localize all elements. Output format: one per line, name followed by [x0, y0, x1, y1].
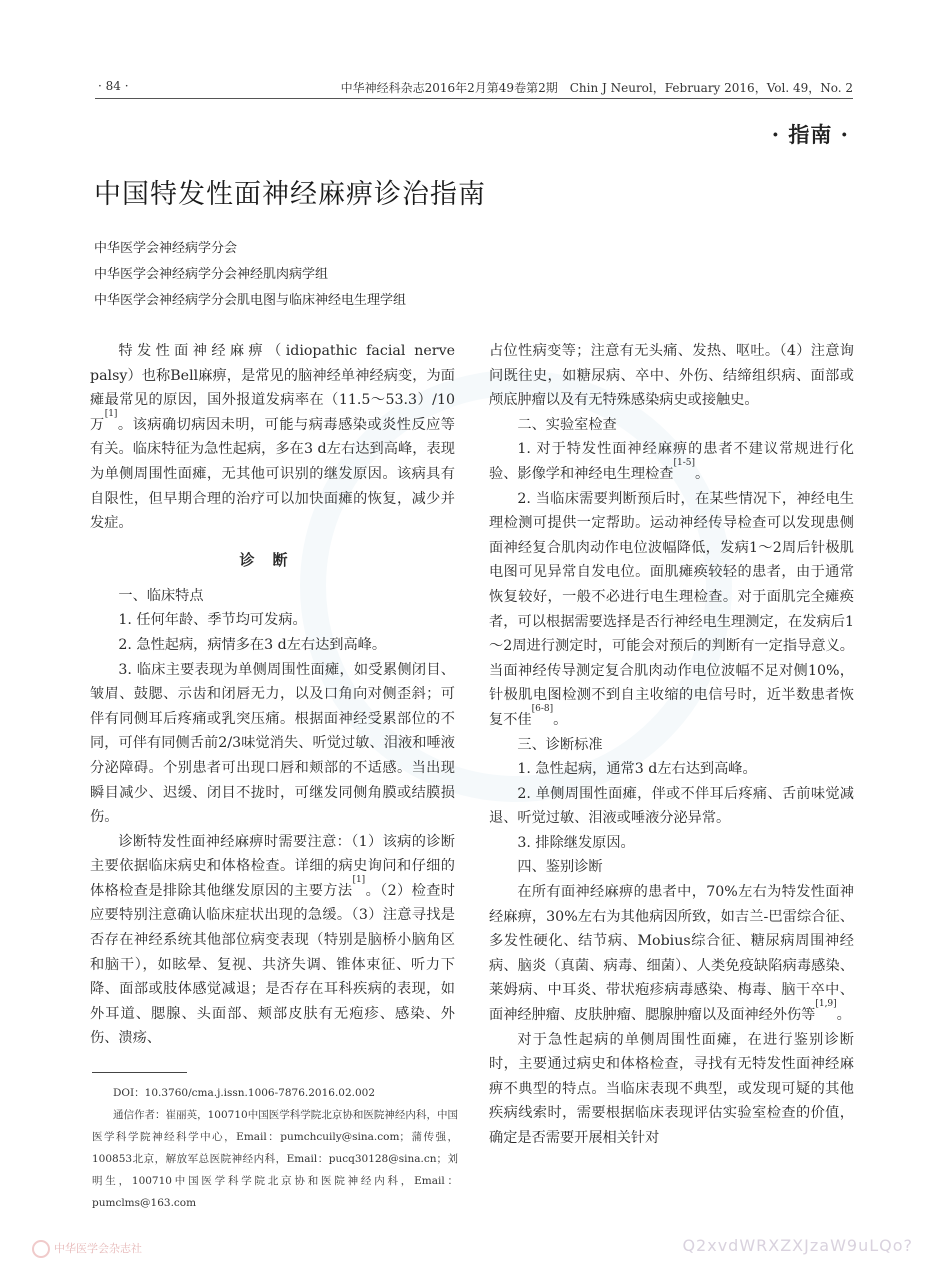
- correspondence: 通信作者：崔丽英，100710中国医学科学院北京协和医院神经内科，中国医学科学院神经科学中心，Email：pumchcuily@sina.com；蒲传强，100853北京，解放军总医院神经内科，Email：pucq30128@sina.cn；刘明生，100710中国医学科学院北京协和医院神经内科，Email：pumclms@163.com: [92, 1109, 458, 1209]
- doi: DOI：10.3760/cma.j.issn.1006-7876.2016.02.002: [113, 1087, 376, 1099]
- subsection-heading: 一、临床特点: [118, 587, 204, 604]
- article-title: 中国特发性面神经麻痹诊治指南: [94, 179, 486, 210]
- list-item: 2. 当临床需要判断预后时，在某些情况下，神经电生理检测可提供一定帮助。运动神经传导检查可以发现患侧面神经复合肌肉动作电位波幅降低，发病1～2周后针极肌电图可见异常自发电位。面肌瘫痪较轻的患者，由于通常恢复较好，一般不必进行电生理检查。对于面肌完全瘫痪者，可以根据需要选择是否行神经电生理测定，在发病后1～2周进行测定时，可能会对预后的判断有一定指导意义。当面神经传导测定复合肌肉动作电位波幅不足对侧10%，针极肌电图检测不到自主收缩的电信号时，近半数患者恢复不佳[6-8]。: [489, 490, 854, 728]
- page-number: · 84 ·: [98, 79, 129, 93]
- list-item: 3. 临床主要表现为单侧周围性面瘫，如受累侧闭目、皱眉、鼓腮、示齿和闭唇无力，以及口角向对侧歪斜；可伴有同侧耳后疼痛或乳突压痛。根据面神经受累部位的不同，可伴有同侧舌前2/3味觉消失、听觉过敏、泪液和唾液分泌障碍。个别患者可出现口唇和颊部的不适感。当出现瞬目减少、迟缓、闭目不拢时，可继发同侧角膜或结膜损伤。: [90, 661, 455, 826]
- continued-paragraph: 占位性病变等；注意有无头痛、发热、呕吐。（4）注意询问既往史，如糖尿病、卒中、外伤、结缔组织病、面部或颅底肿瘤以及有无特殊感染病史或接触史。: [489, 343, 854, 409]
- subsection-heading: 三、诊断标准: [517, 736, 603, 753]
- author-list: [94, 236, 406, 314]
- citation[interactable]: [1-5]: [673, 457, 695, 468]
- journal-header: 中华神经科杂志2016年2月第49卷第2期 Chin J Neurol，February 2016，Vol. 49，No. 2: [340, 81, 853, 95]
- section-heading-diagnosis: 诊断: [239, 550, 306, 569]
- publisher-logo: 中华医学会杂志社: [32, 1240, 142, 1258]
- body-paragraph: 对于急性起病的单侧周围性面瘫，在进行鉴别诊断时，主要通过病史和体格检查，寻找有无特发性面神经麻痹不典型的特点。当临床表现不典型，或发现可疑的其他疾病线索时，需要根据临床表现评估实验室检查的价值，确定是否需要开展相关针对: [489, 1031, 854, 1146]
- author-line: 中华医学会神经病学分会肌电图与临床神经电生理学组: [94, 293, 407, 308]
- left-column: [90, 339, 455, 1051]
- list-item: 2. 急性起病，病情多在3 d左右达到高峰。: [118, 636, 387, 653]
- list-item: 2. 单侧周围性面瘫，伴或不伴耳后疼痛、舌前味觉减退、听觉过敏、泪液或唾液分泌异常。: [489, 785, 854, 827]
- list-item: 3. 排除继发原因。: [517, 834, 635, 851]
- author-line: 中华医学会神经病学分会神经肌肉病学组: [94, 267, 329, 282]
- header-divider: [95, 98, 853, 99]
- citation[interactable]: [1]: [352, 874, 366, 885]
- list-item: 1. 对于特发性面神经麻痹的患者不建议常规进行化验、影像学和神经电生理检查[1-5]。: [489, 441, 854, 482]
- bottom-watermark: Q2xvdWRXZXJzaW9uLQo?: [682, 1236, 913, 1255]
- intro-paragraph: 特发性面神经麻痹（idiopathic facial nerve palsy）也称Bell麻痹，是常见的脑神经单神经病变，为面瘫最常见的原因，国外报道发病率在（11.5～53.3）/10万[1]。该病确切病因未明，可能与病毒感染或炎性反应等有关。临床特征为急性起病，多在3 d左右达到高峰，表现为单侧周围性面瘫，无其他可识别的继发原因。该病具有自限性，但早期合理的治疗可以加快面瘫的恢复，减少并发症。: [90, 343, 455, 532]
- logo-icon: [32, 1240, 50, 1258]
- citation[interactable]: [1,9]: [815, 999, 837, 1010]
- author-line: 中华医学会神经病学分会: [94, 241, 238, 256]
- subsection-heading: 四、鉴别诊断: [517, 859, 603, 876]
- body-paragraph: 在所有面神经麻痹的患者中，70%左右为特发性面神经麻痹，30%左右为其他病因所致，如吉兰-巴雷综合征、多发性硬化、结节病、Mobius综合征、糖尿病周围神经病、脑炎（真菌、病毒、细菌）、人类免疫缺陷病毒感染、莱姆病、中耳炎、带状疱疹病毒感染、梅毒、脑干卒中、面神经肿瘤、皮肤肿瘤、腮腺肿瘤以及面神经外伤等[1,9]。: [489, 884, 854, 1024]
- footnote: [92, 1082, 458, 1214]
- footnote-divider: [92, 1072, 187, 1073]
- list-item: 1. 任何年龄、季节均可发病。: [118, 612, 307, 629]
- right-column: [489, 339, 854, 1151]
- citation[interactable]: [1]: [104, 408, 118, 419]
- note-paragraph: 诊断特发性面神经麻痹时需要注意：（1）该病的诊断主要依据临床病史和体格检查。详细的病史询问和仔细的体格检查是排除其他继发原因的主要方法[1]。（2）检查时应要特别注意确认临床症状出现的急缓。（3）注意寻找是否存在神经系统其他部位病变表现（特别是脑桥小脑角区和脑干），如眩晕、复视、共济失调、锥体束征、听力下降、面部或肢体感觉减退；是否存在耳科疾病的表现，如外耳道、腮腺、头面部、颊部皮肤有无疱疹、感染、外伤、溃疡、: [90, 833, 455, 1047]
- list-item: 1. 急性起病，通常3 d左右达到高峰。: [517, 761, 757, 778]
- citation[interactable]: [6-8]: [531, 703, 554, 714]
- subsection-heading: 二、实验室检查: [517, 416, 617, 433]
- section-tag: · 指南 ·: [771, 122, 849, 147]
